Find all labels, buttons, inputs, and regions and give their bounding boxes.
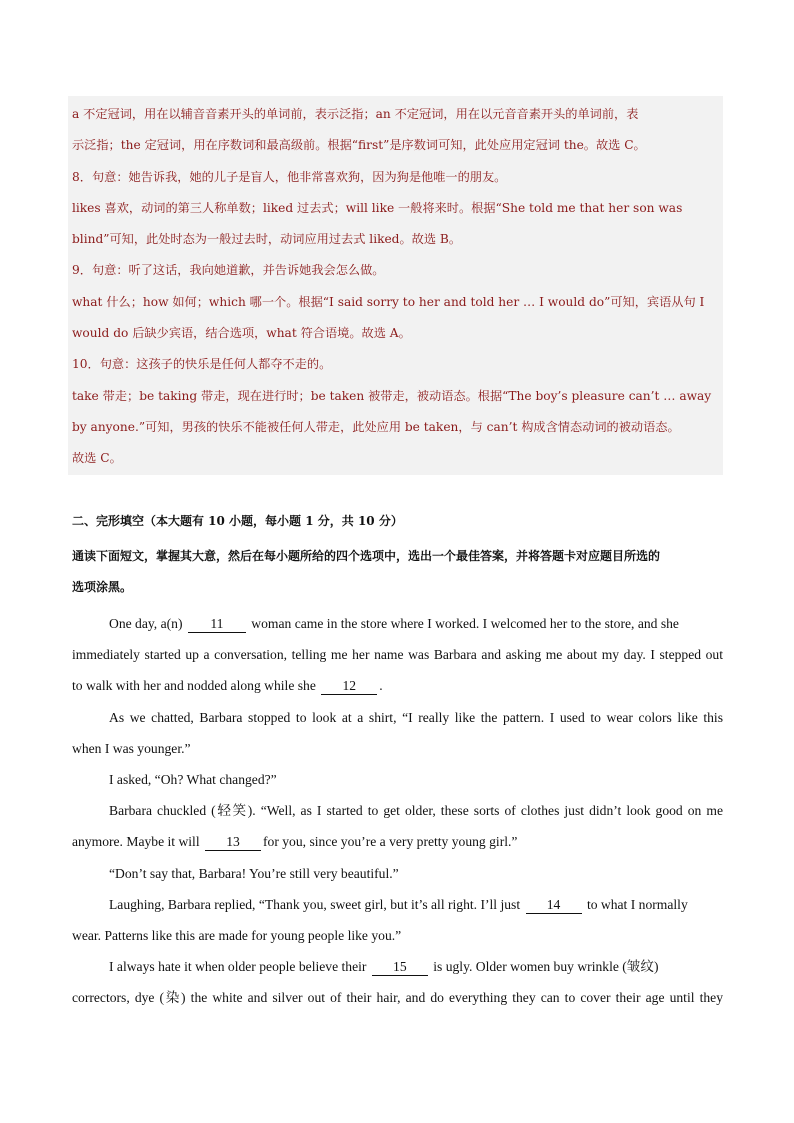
section-instruction [72, 541, 722, 603]
passage-line: when I was younger.” [72, 740, 191, 756]
passage-line [72, 951, 723, 982]
passage-line: immediately started up a conversation, telling me her name was Barbara and asking me about my day. I stepped out [72, 647, 723, 663]
passage-line [72, 826, 723, 857]
explanation-line: a 不定冠词，用在以辅音音素开头的单词前，表示泛指；an 不定冠词，用在以元音音素开头的单词前，表 [72, 107, 639, 121]
explanation-line: 8．句意：她告诉我，她的儿子是盲人，他非常喜欢狗，因为狗是他唯一的朋友。 [72, 169, 507, 184]
explanation-line: what 什么；how 如何；which 哪一个。根据“I said sorry to her and told her … I would do”可知，宾语从句 I [72, 294, 705, 309]
explanation-line: take 带走；be taking 带走，现在进行时；be taken 被带走，被动语态。根据“The boy’s pleasure can’t … away [72, 388, 712, 403]
passage-text: One day, a(n) [109, 616, 183, 631]
passage-text: anymore. Maybe it will [72, 834, 200, 850]
blank-13[interactable]: 13 [205, 834, 261, 851]
passage-text: for you, since you’re a very pretty young girl.” [263, 834, 518, 850]
answer-explanation-block [68, 96, 723, 475]
passage-line [72, 608, 723, 639]
passage-text: to walk with her and nodded along while she [72, 678, 316, 694]
blank-14[interactable]: 14 [526, 897, 582, 914]
passage-line: As we chatted, Barbara stopped to look at a shirt, “I really like the pattern. I used to wear colors like this [109, 709, 723, 725]
instruction-line: 选项涂黑。 [72, 580, 133, 594]
explanation-line: blind”可知，此处时态为一般过去时，动词应用过去式 liked。故选 B。 [72, 232, 462, 247]
cloze-passage [72, 608, 723, 1014]
explanation-line: 示泛指；the 定冠词，用在序数词和最高级前。根据“first”是序数词可知，此处应用定冠词 the。故选 C。 [72, 138, 646, 153]
passage-text: is ugly. Older women buy wrinkle (皱纹) [433, 959, 659, 975]
instruction-line: 通读下面短文，掌握其大意，然后在每小题所给的四个选项中，选出一个最佳答案，并将答题卡对应题目所选的 [72, 549, 661, 563]
section-title: 二、完形填空（本大题有 10 小题，每小题 1 分，共 10 分） [72, 514, 403, 528]
explanation-line: would do 后缺少宾语，结合选项，what 符合语境。故选 A。 [72, 326, 411, 341]
explanation-line: 10．句意：这孩子的快乐是任何人都夺不走的。 [72, 357, 332, 372]
passage-line: “Don’t say that, Barbara! You’re still very beautiful.” [109, 865, 399, 881]
passage-line: I asked, “Oh? What changed?” [109, 772, 277, 788]
passage-text: . [379, 678, 383, 694]
passage-line [72, 670, 723, 701]
passage-text: woman came in the store where I worked. I welcomed her to the store, and she [251, 616, 679, 631]
passage-text: Laughing, Barbara replied, “Thank you, sweet girl, but it’s all right. I’ll just [109, 896, 521, 912]
passage-line: wear. Patterns like this are made for young people like you.” [72, 928, 402, 944]
explanation-line: 故选 C。 [72, 451, 122, 466]
blank-12[interactable]: 12 [321, 678, 377, 695]
explanation-line: by anyone.”可知，男孩的快乐不能被任何人带走，此处应用 be taken，与 can’t 构成含情态动词的被动语态。 [72, 419, 680, 434]
passage-text: to what I normally [586, 896, 688, 912]
explanation-line: 9．句意：听了这话，我向她道歉，并告诉她我会怎么做。 [72, 263, 385, 278]
passage-line: correctors, dye (染) the white and silver out of their hair, and do everything they can to cover their age until they [72, 990, 723, 1006]
passage-line [72, 889, 723, 920]
passage-line: Barbara chuckled (轻笑). “Well, as I started to get older, these sorts of clothes just didn’t look good on me [109, 803, 723, 819]
blank-15[interactable]: 15 [372, 959, 428, 976]
blank-11[interactable]: 11 [188, 616, 246, 633]
explanation-line: likes 喜欢，动词的第三人称单数；liked 过去式；will like 一般将来时。根据“She told me that her son was [72, 200, 683, 215]
passage-text: I always hate it when older people believe their [109, 959, 367, 975]
